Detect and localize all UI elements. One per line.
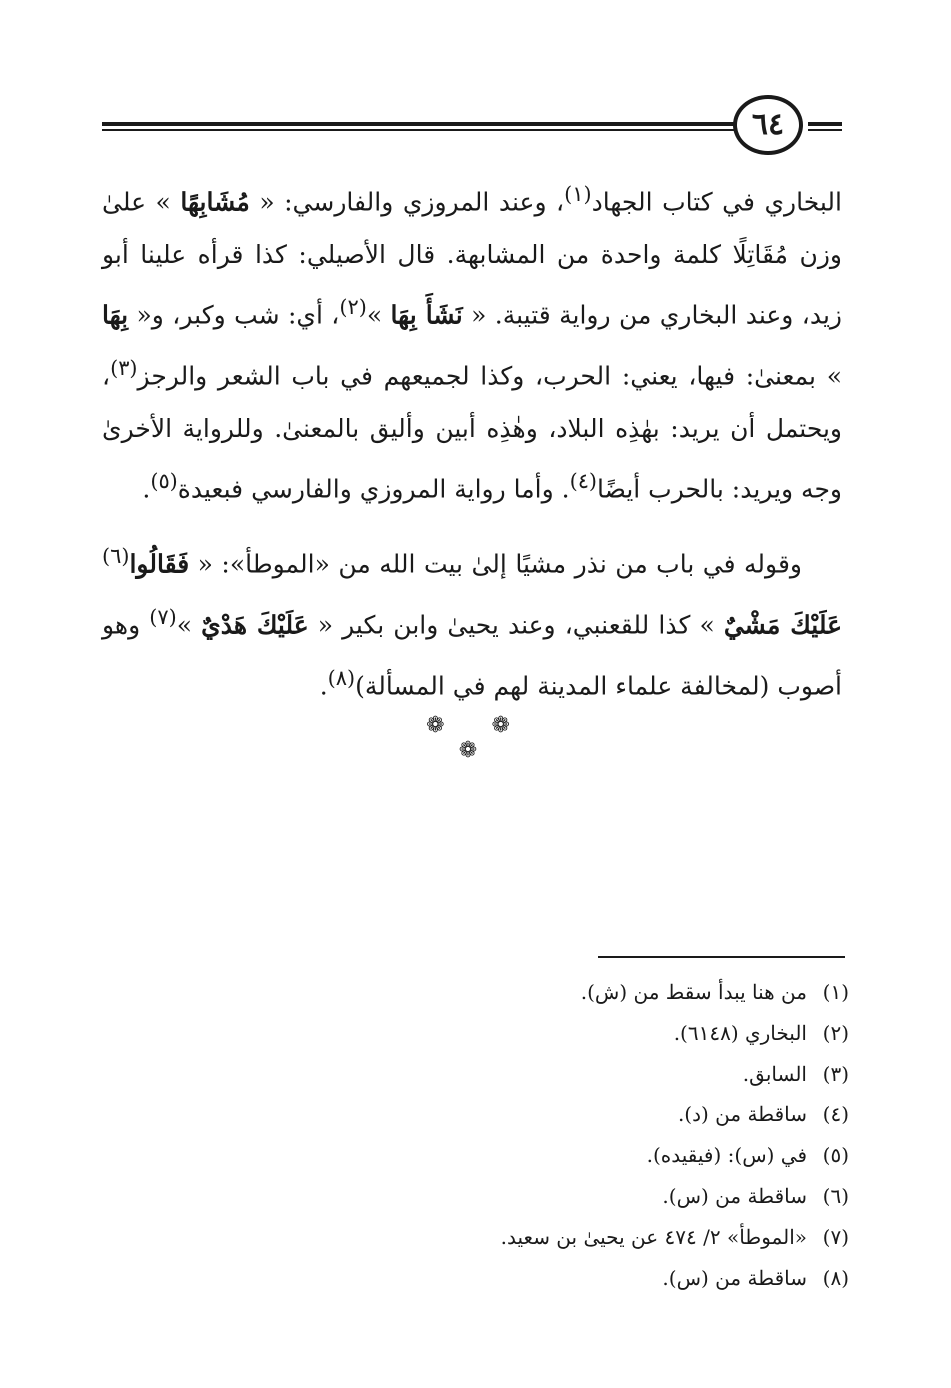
footnote-ref: (٤) [569, 469, 598, 494]
text-run: » [176, 610, 202, 640]
header-rule-tail [808, 122, 842, 132]
footnote-item [429, 1135, 849, 1176]
footnote-number: (٥) [822, 1143, 849, 1168]
footnote-text: السابق. [742, 1061, 807, 1086]
footnote-item [429, 1176, 849, 1217]
footnote-text: في (س): (فيقيده). [646, 1143, 807, 1168]
header-rule-tail-thick-line [808, 122, 842, 126]
text-run: ، ويحتمل أن يريد: بهٰذِه البلاد، وهٰذِه أبين وأليق بالمعنىٰ. وللرواية الأخرىٰ وجه ويريد: بالحرب أيضًا [102, 361, 842, 504]
footnote-text: البخاري (٦١٤٨). [673, 1020, 807, 1045]
footnote-number: (٨) [822, 1265, 849, 1290]
footnote-item [429, 1094, 849, 1135]
text-run: . [319, 671, 328, 701]
footnotes-list [429, 972, 849, 1298]
text-run: ، وعند المروزي والفارسي: « [249, 187, 565, 217]
footnote-ref: (٨) [327, 665, 356, 690]
footnote-number: (١) [822, 980, 849, 1004]
page-number: ٦٤ [751, 107, 785, 142]
text-run: البخاري في كتاب الجهاد [591, 187, 842, 217]
quoted-term: عَلَيْكَ هَدْيٌ [201, 610, 309, 640]
footnote-ref: (٦) [102, 544, 130, 569]
text-run: . [142, 474, 151, 504]
text-run: وقوله في باب من نذر مشيًا إلىٰ بيت الله من «الموطأ»: « [189, 549, 802, 579]
quoted-term: فَقَالُوا [129, 549, 190, 579]
text-run: » بمعنىٰ: فيها، يعني: الحرب، وكذا لجميعهم في باب الشعر والرجز [137, 361, 842, 391]
footnote-text: ساقطة من (د). [677, 1102, 807, 1127]
footnote-item [429, 1217, 849, 1258]
footnote-ref: (٥) [150, 469, 178, 494]
footnote-text: «الموطأ» ٢/ ٤٧٤ عن يحيىٰ بن سعيد. [500, 1224, 807, 1249]
footnote-number: (٣) [822, 1061, 849, 1086]
footnote-item [429, 1013, 849, 1054]
footnote-number: (٤) [822, 1102, 849, 1127]
section-separator: ❁ ❁ ❁ [426, 713, 530, 763]
footnote-number: (٦) [822, 1183, 849, 1208]
main-text [102, 168, 842, 713]
quoted-term: نَشَأَ بِهَا [390, 300, 463, 330]
text-run: ، أي: شب وكبر، و« [128, 300, 340, 330]
quoted-term: بِهَا [102, 300, 129, 330]
text-run: » [366, 300, 391, 330]
quoted-term: عَلَيْكَ مَشْيٌ [723, 610, 843, 640]
text-run: » كذا للقعنبي، وعند يحيىٰ وابن بكير « [308, 610, 724, 640]
header-rule-tail-thin-line [808, 129, 842, 131]
footnote-number: (٧) [822, 1224, 849, 1249]
footnote-ref: (١) [564, 182, 592, 206]
footnote-rule [598, 956, 845, 958]
footnote-item [429, 1258, 849, 1299]
header-rule-thin-line [102, 129, 742, 131]
footnote-text: من هنا يبدأ سقط من (ش). [580, 980, 807, 1004]
text-run: وهو أصوب (لمخالفة علماء المدينة لهم في المسألة) [102, 610, 842, 701]
footnote-text: ساقطة من (س). [662, 1183, 807, 1208]
footnote-item [429, 972, 849, 1013]
footnote-ref: (٣) [110, 356, 138, 381]
paragraph-1 [102, 168, 842, 516]
header-rule [102, 122, 742, 132]
header-rule-thick-line [102, 122, 742, 126]
text-run: » علىٰ وزن مُقَاتِلًا كلمة واحدة من المشابهة. قال الأصيلي: كذا قرأه علينا أبو زيد، وعند البخاري من رواية قتيبة. « [102, 187, 842, 330]
footnote-ref: (٢) [339, 295, 367, 320]
footnote-item [429, 1054, 849, 1095]
quoted-term: مُشَابِهًا [180, 187, 250, 217]
footnote-number: (٢) [822, 1020, 849, 1045]
footnote-text: ساقطة من (س). [662, 1265, 807, 1290]
page-number-badge [733, 95, 803, 155]
text-run: . وأما رواية المروزي والفارسي فبعيدة [177, 474, 570, 504]
footnote-ref: (٧) [149, 605, 177, 630]
paragraph-2 [102, 530, 842, 712]
